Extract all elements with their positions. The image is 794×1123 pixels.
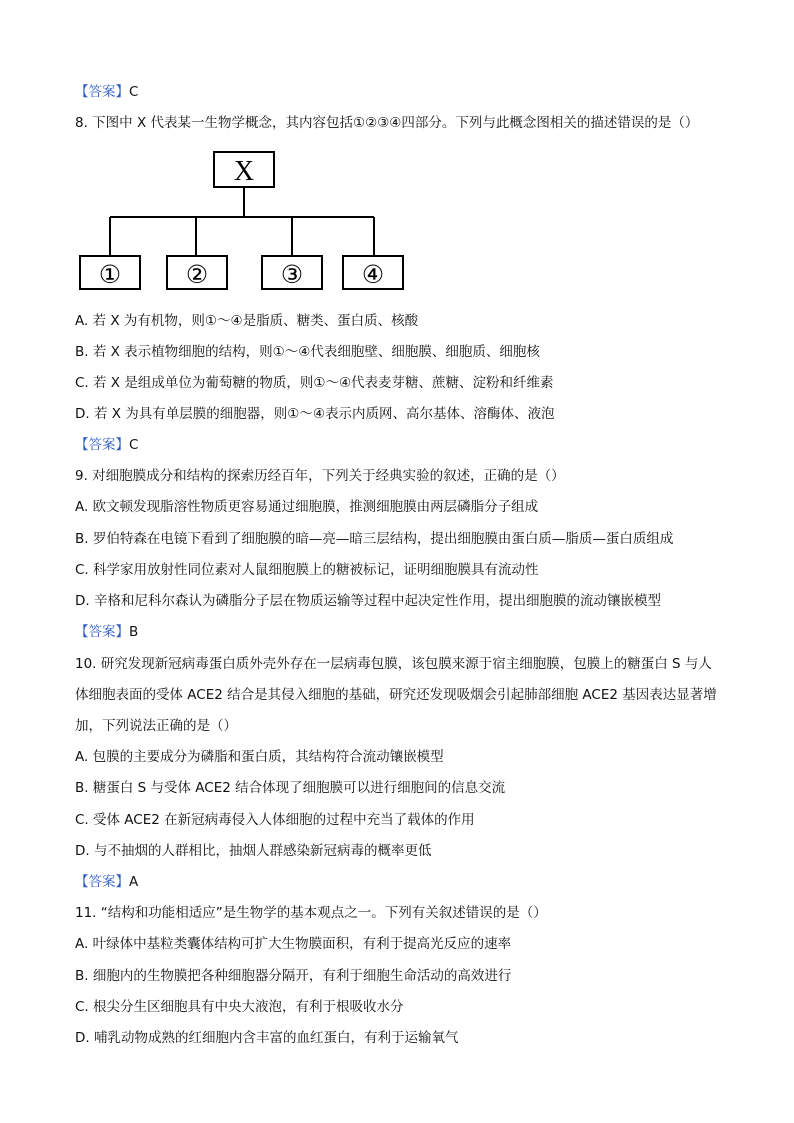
q11-stem: 11. “结构和功能相适应”是生物学的基本观点之一。下列有关叙述错误的是（） bbox=[75, 905, 547, 921]
q11-option-c: C. 根尖分生区细胞具有中央大液泡，有利于根吸收水分 bbox=[75, 999, 404, 1015]
answer-value: C bbox=[129, 84, 139, 100]
q8-option-b: B. 若 X 表示植物细胞的结构，则①～④代表细胞壁、细胞膜、细胞质、细胞核 bbox=[75, 344, 540, 360]
concept-diagram bbox=[78, 150, 408, 292]
answer-q9 bbox=[75, 623, 138, 641]
q9-option-a: A. 欧文顿发现脂溶性物质更容易通过细胞膜，推测细胞膜由两层磷脂分子组成 bbox=[75, 499, 539, 515]
q9-option-b: B. 罗伯特森在电镜下看到了细胞膜的暗—亮—暗三层结构，提出细胞膜由蛋白质—脂质—蛋白质组成 bbox=[75, 531, 674, 547]
answer-q10 bbox=[75, 873, 138, 891]
q8-stem: 8. 下图中 X 代表某一生物学概念，其内容包括①②③④四部分。下列与此概念图相关的描述错误的是（） bbox=[75, 115, 699, 131]
q9-option-d: D. 辛格和尼科尔森认为磷脂分子层在物质运输等过程中起决定性作用，提出细胞膜的流动镶嵌模型 bbox=[75, 593, 661, 609]
answer-label: 【答案】 bbox=[75, 437, 129, 453]
answer-label: 【答案】 bbox=[75, 874, 129, 890]
q10-option-a: A. 包膜的主要成分为磷脂和蛋白质，其结构符合流动镶嵌模型 bbox=[75, 749, 444, 765]
q8-option-a: A. 若 X 为有机物，则①～④是脂质、糖类、蛋白质、核酸 bbox=[75, 313, 419, 329]
q10-stem-line-1: 10. 研究发现新冠病毒蛋白质外壳外存在一层病毒包膜，该包膜来源于宿主细胞膜，包膜上的糖蛋白 S 与人 bbox=[75, 656, 712, 672]
child-label-1: ① bbox=[98, 260, 122, 289]
q11-option-d: D. 哺乳动物成熟的红细胞内含丰富的血红蛋白，有利于运输氧气 bbox=[75, 1030, 459, 1046]
answer-label: 【答案】 bbox=[75, 84, 129, 100]
q10-option-c: C. 受体 ACE2 在新冠病毒侵入人体细胞的过程中充当了载体的作用 bbox=[75, 812, 475, 828]
answer-value: B bbox=[129, 624, 139, 640]
q8-option-d: D. 若 X 为具有单层膜的细胞器，则①～④表示内质网、高尔基体、溶酶体、液泡 bbox=[75, 406, 555, 422]
q11-option-a: A. 叶绿体中基粒类囊体结构可扩大生物膜面积，有利于提高光反应的速率 bbox=[75, 936, 512, 952]
root-label: X bbox=[233, 156, 255, 187]
q10-stem-line-2: 体细胞表面的受体 ACE2 结合是其侵入细胞的基础，研究还发现吸烟会引起肺部细胞 ACE2 基因表达显著增 bbox=[75, 687, 717, 703]
answer-q7 bbox=[75, 83, 138, 101]
answer-value: A bbox=[129, 874, 139, 890]
q10-option-d: D. 与不抽烟的人群相比，抽烟人群感染新冠病毒的概率更低 bbox=[75, 843, 432, 859]
q10-option-b: B. 糖蛋白 S 与受体 ACE2 结合体现了细胞膜可以进行细胞间的信息交流 bbox=[75, 780, 506, 796]
answer-q8 bbox=[75, 436, 138, 454]
child-label-4: ④ bbox=[361, 260, 385, 289]
child-label-2: ② bbox=[185, 260, 209, 289]
answer-value: C bbox=[129, 437, 139, 453]
q10-stem-line-3: 加，下列说法正确的是（） bbox=[75, 718, 237, 734]
answer-label: 【答案】 bbox=[75, 624, 129, 640]
q8-option-c: C. 若 X 是组成单位为葡萄糖的物质，则①～④代表麦芽糖、蔗糖、淀粉和纤维素 bbox=[75, 375, 554, 391]
q9-option-c: C. 科学家用放射性同位素对人鼠细胞膜上的糖被标记，证明细胞膜具有流动性 bbox=[75, 562, 539, 578]
q9-stem: 9. 对细胞膜成分和结构的探索历经百年，下列关于经典实验的叙述，正确的是（） bbox=[75, 468, 565, 484]
child-label-3: ③ bbox=[280, 260, 304, 289]
q11-option-b: B. 细胞内的生物膜把各种细胞器分隔开，有利于细胞生命活动的高效进行 bbox=[75, 968, 512, 984]
